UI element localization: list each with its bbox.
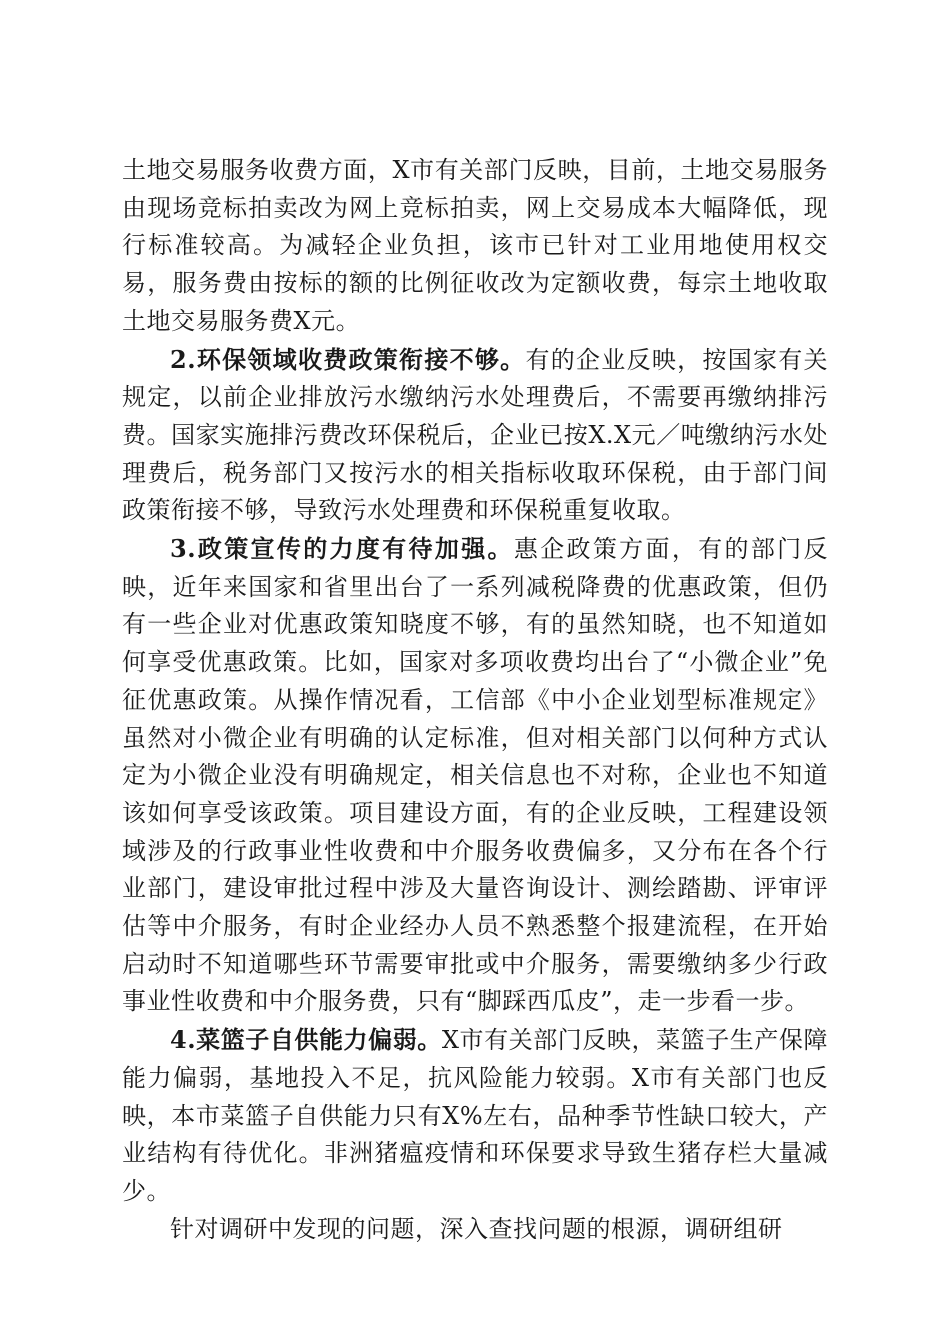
paragraph-text: X市有关部门反映，菜篮子生产保障能力偏弱，基地投入不足，抗风险能力较弱。X市有关部门也反映，本市菜篮子自供能力只有X%左右，品种季节性缺口较大，产业结构有待优化。非洲猪瘟疫情和环保要求导致生猪存栏大量减少。	[122, 1026, 828, 1205]
paragraph-analysis-intro	[122, 1211, 828, 1249]
paragraph-land-transaction-fees	[122, 152, 828, 341]
paragraph-environmental-fees	[122, 341, 828, 531]
paragraph-text: 有的企业反映，按国家有关规定，以前企业排放污水缴纳污水处理费后，不需要再缴纳排污费。国家实施排污费改环保税后，企业已按X.X元／吨缴纳污水处理费后，税务部门又按污水的相关指标收取环保税，由于部门间政策衔接不够，导致污水处理费和环保税重复收取。	[122, 345, 829, 525]
paragraph-text: 针对调研中发现的问题，深入查找问题的根源，调研组研	[170, 1214, 783, 1243]
paragraph-text: 惠企政策方面，有的部门反映，近年来国家和省里出台了一系列减税降费的优惠政策，但仍有一些企业对优惠政策知晓度不够，有的虽然知晓，也不知道如何享受优惠政策。比如，国家对多项收费均出台了“小微企业”免征优惠政策。从操作情况看，工信部《中小企业划型标准规定》虽然对小微企业有明确的认定标准，但对相关部门以何种方式认定为小微企业没有明确规定，相关信息也不对称，企业也不知道该如何享受该政策。项目建设方面，有的企业反映，工程建设领域涉及的行政事业性收费和中介服务收费偏多，又分布在各个行业部门，建设审批过程中涉及大量咨询设计、测绘踏勘、评审评估等中介服务，有时企业经办人员不熟悉整个报建流程，在开始启动时不知道哪些环节需要审批或中介服务，需要缴纳多少行政事业性收费和中介服务费，只有“脚踩西瓜皮”，走一步看一步。	[122, 535, 828, 1016]
paragraph-text: 土地交易服务收费方面，X市有关部门反映，目前，土地交易服务由现场竞标拍卖改为网上竞标拍卖，网上交易成本大幅降低，现行标准较高。为减轻企业负担，该市已针对工业用地使用权交易，服务费由按标的额的比例征收改为定额收费，每宗土地收取土地交易服务费X元。	[122, 156, 828, 335]
paragraph-heading: 2.环保领域收费政策衔接不够。	[170, 344, 526, 374]
paragraph-heading: 3.政策宣传的力度有待加强。	[170, 534, 514, 564]
document-body	[122, 152, 828, 1248]
paragraph-vegetable-basket	[122, 1021, 828, 1211]
paragraph-policy-publicity	[122, 530, 828, 1021]
paragraph-heading: 4.菜篮子自供能力偏弱。	[170, 1025, 442, 1055]
